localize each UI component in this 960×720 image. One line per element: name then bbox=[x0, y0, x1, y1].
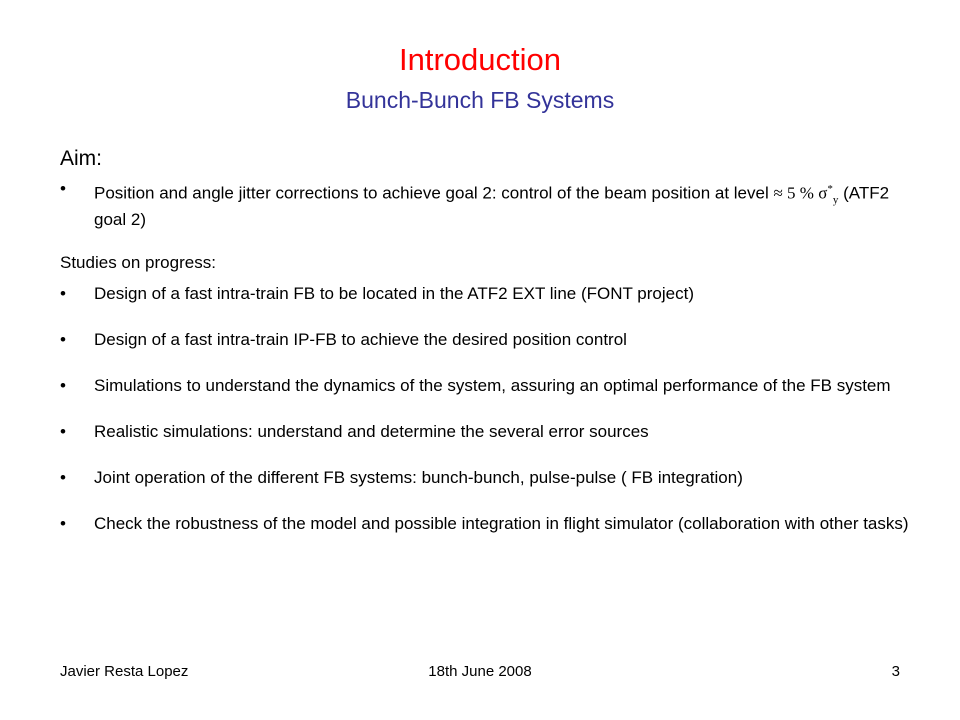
footer-author: Javier Resta Lopez bbox=[60, 663, 189, 680]
bullet-marker: • bbox=[60, 468, 66, 488]
aim-bullet-sub: y bbox=[832, 194, 839, 207]
aim-bullet-suffix: (ATF2 goal 2) bbox=[94, 183, 890, 230]
studies-heading: Studies on progress: bbox=[60, 253, 216, 273]
aim-heading: Aim: bbox=[60, 147, 102, 170]
bullet-marker: • bbox=[60, 179, 66, 198]
study-item bbox=[60, 514, 920, 534]
study-item bbox=[60, 284, 920, 304]
slide-title: Introduction bbox=[399, 42, 561, 77]
bullet-marker: • bbox=[60, 284, 66, 304]
footer-date: 18th June 2008 bbox=[428, 663, 532, 680]
aim-bullet-symbol: ≈ 5 % σ bbox=[773, 183, 828, 203]
aim-bullet-text: Position and angle jitter corrections to achieve goal 2: control of the beam position at level bbox=[94, 183, 774, 203]
slide-body bbox=[60, 145, 920, 534]
study-item bbox=[60, 468, 920, 488]
study-item bbox=[60, 376, 920, 396]
aim-bullet-sup: * bbox=[827, 183, 833, 195]
study-item-text: Design of a fast intra-train IP-FB to achieve the desired position control bbox=[94, 330, 627, 350]
slide-subtitle: Bunch-Bunch FB Systems bbox=[345, 87, 615, 113]
bullet-marker: • bbox=[60, 422, 66, 442]
aim-bullet bbox=[60, 179, 920, 230]
study-item-text: Realistic simulations: understand and determine the several error sources bbox=[94, 422, 649, 442]
bullet-marker: • bbox=[60, 376, 66, 396]
study-item-text: Design of a fast intra-train FB to be located in the ATF2 EXT line (FONT project) bbox=[94, 284, 694, 304]
bullet-marker: • bbox=[60, 330, 66, 350]
study-item-text: Check the robustness of the model and possible integration in flight simulator (collaboration with other tasks) bbox=[94, 514, 909, 534]
study-item bbox=[60, 330, 920, 350]
bullet-marker: • bbox=[60, 514, 66, 534]
study-item bbox=[60, 422, 920, 442]
study-item-text: Joint operation of the different FB systems: bunch-bunch, pulse-pulse ( FB integration) bbox=[94, 468, 743, 488]
study-item-text: Simulations to understand the dynamics of the system, assuring an optimal performance of the FB system bbox=[94, 376, 891, 396]
footer-page-number: 3 bbox=[891, 663, 900, 680]
